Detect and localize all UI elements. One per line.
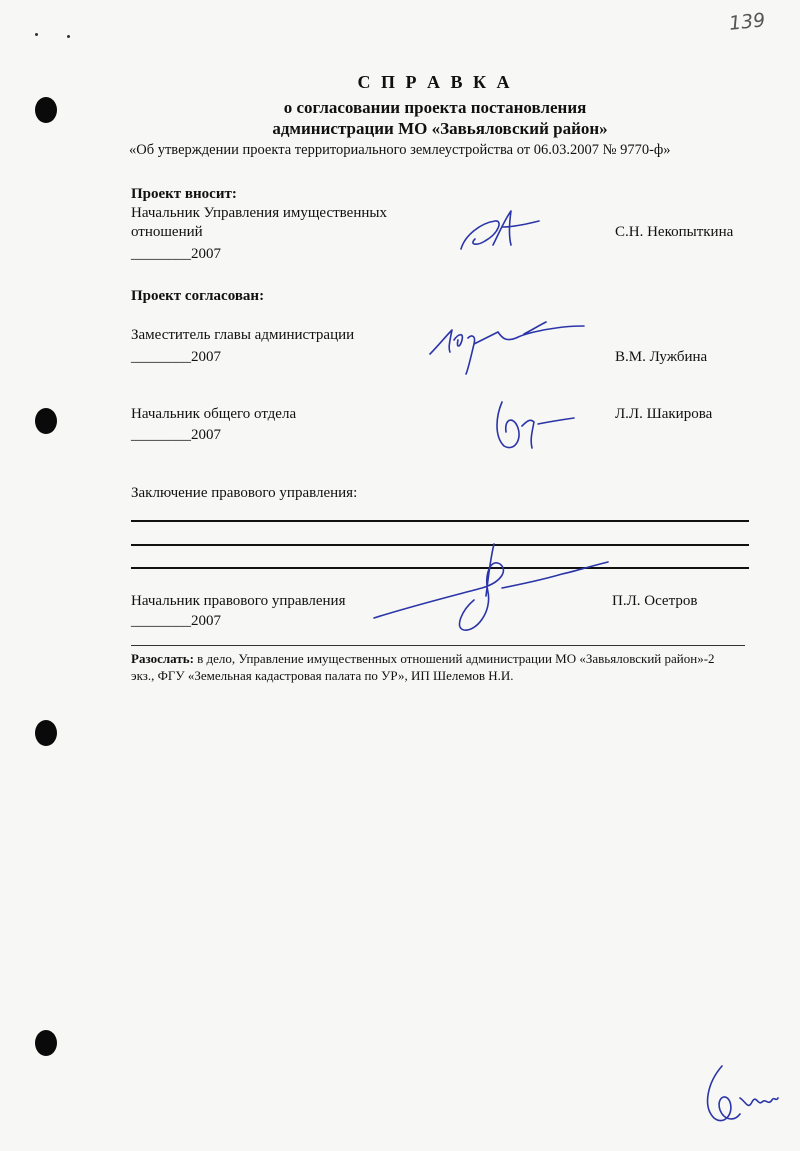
document-subject: «Об утверждении проекта территориального землеустройства от 06.03.2007 № 9770-ф»: [129, 142, 671, 158]
document-subtitle-line2: администрации МО «Завьяловский район»: [272, 119, 608, 138]
submitter-position-line1: Начальник Управления имущественных: [131, 205, 387, 221]
approver-date: ________2007: [131, 349, 221, 365]
punch-hole: [35, 1030, 57, 1056]
legal-conclusion-label: Заключение правового управления:: [131, 485, 358, 501]
approver-name: В.М. Лужбина: [615, 349, 708, 365]
signature-nekopytkina: [455, 205, 545, 255]
scan-speck: [35, 33, 38, 36]
distribution-line1: [131, 651, 715, 667]
approver-position: Начальник общего отдела: [131, 406, 297, 422]
approver-position: Заместитель главы администрации: [131, 327, 355, 343]
distribution-text-line1: в дело, Управление имущественных отношений администрации МО «Завьяловский район»-2: [193, 651, 715, 666]
approver-date: ________2007: [131, 427, 221, 443]
submitter-date: ________2007: [131, 246, 221, 262]
legal-date: ________2007: [131, 613, 221, 629]
distribution-separator: [131, 645, 745, 646]
punch-hole: [35, 408, 57, 434]
scan-speck: [67, 35, 70, 38]
document-subtitle-line1: о согласовании проекта постановления: [283, 98, 587, 117]
signature-luzhbina: [428, 318, 588, 378]
approval-heading: Проект согласован:: [131, 288, 265, 304]
legal-head-name: П.Л. Осетров: [612, 593, 698, 609]
submitter-position-line2: отношений: [131, 224, 203, 240]
distribution-label: Разослать:: [131, 651, 194, 666]
approver-name: Л.Л. Шакирова: [615, 406, 713, 422]
legal-head-position: Начальник правового управления: [131, 593, 346, 609]
punch-hole: [35, 720, 57, 746]
corner-initials-signature: [700, 1062, 780, 1130]
submitter-name: С.Н. Некопыткина: [615, 224, 734, 240]
submitter-heading: Проект вносит:: [131, 186, 237, 202]
distribution-text-line2: экз., ФГУ «Земельная кадастровая палата по УР», ИП Шелемов Н.И.: [131, 668, 514, 683]
signature-shakirova: [492, 396, 582, 456]
document-title: С П Р А В К А: [357, 72, 513, 92]
handwritten-page-number: 139: [727, 9, 767, 35]
conclusion-line: [131, 520, 749, 522]
signature-osetrov: [372, 540, 612, 640]
